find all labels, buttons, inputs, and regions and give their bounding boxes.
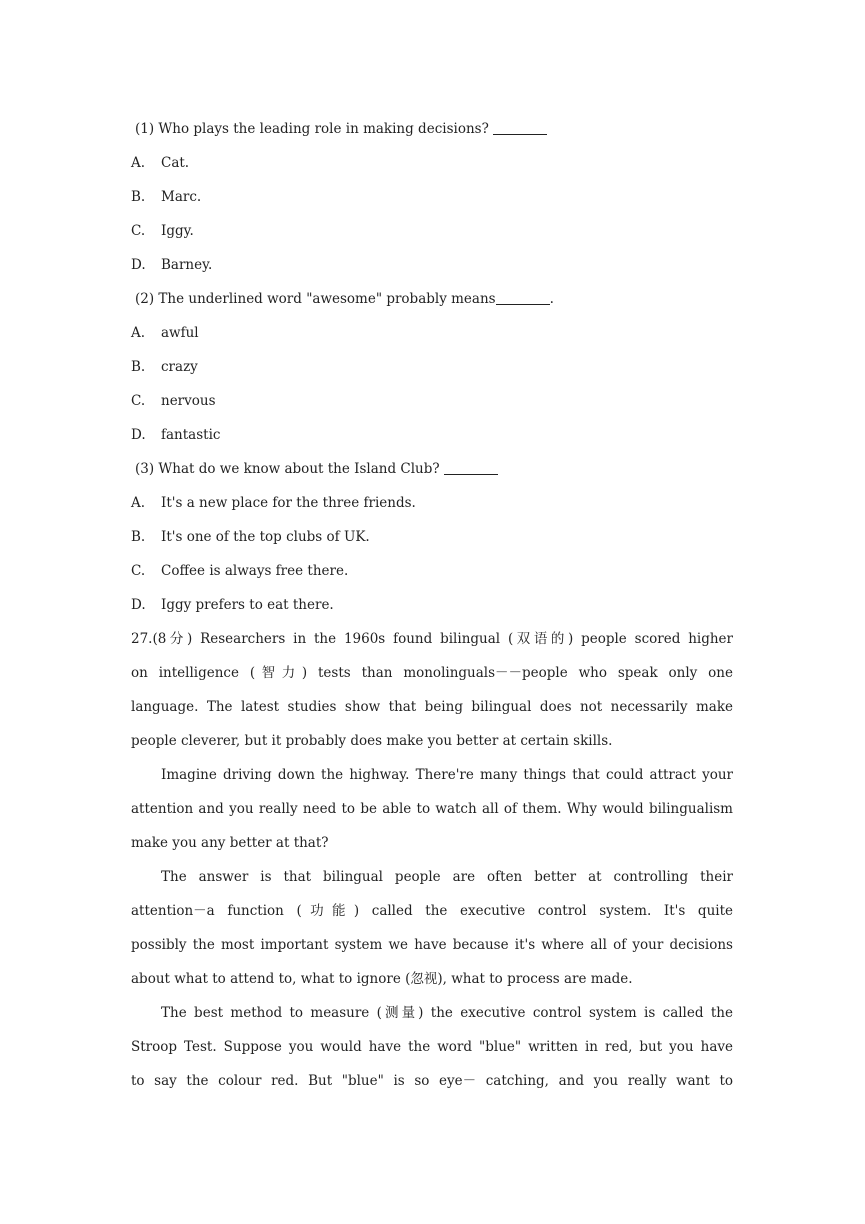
passage-line: to say the colour red. But "blue" is so eye－ catching, and you really want to <box>131 1073 733 1089</box>
passage-line: attention and you really need to be able to watch all of them. Why would bilingualism <box>131 801 733 817</box>
passage-line: Imagine driving down the highway. There're many things that could attract your <box>161 767 733 783</box>
option-3c: C. Coffee is always free there. <box>131 563 349 579</box>
passage-line: language. The latest studies show that being bilingual does not necessarily make <box>131 699 733 715</box>
question-3-stem <box>131 452 733 486</box>
passage-line: attention－a function (功能) called the executive control system. It's quite <box>131 903 733 919</box>
option-2c: C. nervous <box>131 393 216 409</box>
answer-blank-3 <box>444 460 498 475</box>
option-1c: C. Iggy. <box>131 223 194 239</box>
passage-27 <box>131 622 733 1098</box>
answer-blank-2 <box>496 290 550 305</box>
passage-line: people cleverer, but it probably does make you better at certain skills. <box>131 733 613 749</box>
passage-line: The best method to measure (测量) the executive control system is called the <box>161 1005 733 1021</box>
option-3d: D. Iggy prefers to eat there. <box>131 597 334 613</box>
passage-line: make you any better at that? <box>131 835 329 851</box>
passage-line: The answer is that bilingual people are often better at controlling their <box>161 869 733 885</box>
passage-line: 27.(8分) Researchers in the 1960s found bilingual (双语的) people scored higher <box>131 631 733 647</box>
option-1a: A. Cat. <box>131 155 190 171</box>
option-1b: B. Marc. <box>131 189 202 205</box>
question-3-text: (3) What do we know about the Island Club? <box>135 461 440 477</box>
option-2a: A. awful <box>131 325 199 341</box>
question-2-stem: (2) The underlined word "awesome" probably means . <box>135 291 554 307</box>
option-3a: A. It's a new place for the three friends. <box>131 495 416 511</box>
passage-line: about what to attend to, what to ignore (忽视), what to process are made. <box>131 971 633 987</box>
question-2-text: (2) The underlined word "awesome" probably means <box>135 291 496 307</box>
answer-blank-1 <box>493 120 547 135</box>
passage-line: possibly the most important system we have because it's where all of your decisions <box>131 937 733 953</box>
option-3b: B. It's one of the top clubs of UK. <box>131 529 370 545</box>
passage-line: Stroop Test. Suppose you would have the word "blue" written in red, but you have <box>131 1039 733 1055</box>
passage-line: on intelligence (智力) tests than monolinguals－－people who speak only one <box>131 665 733 681</box>
option-1d: D. Barney. <box>131 257 213 273</box>
question-1-stem <box>131 112 733 146</box>
option-2b: B. crazy <box>131 359 198 375</box>
document-page <box>131 112 733 1098</box>
option-2d: D. fantastic <box>131 427 221 443</box>
question-1-text: (1) Who plays the leading role in making decisions? <box>135 121 489 137</box>
